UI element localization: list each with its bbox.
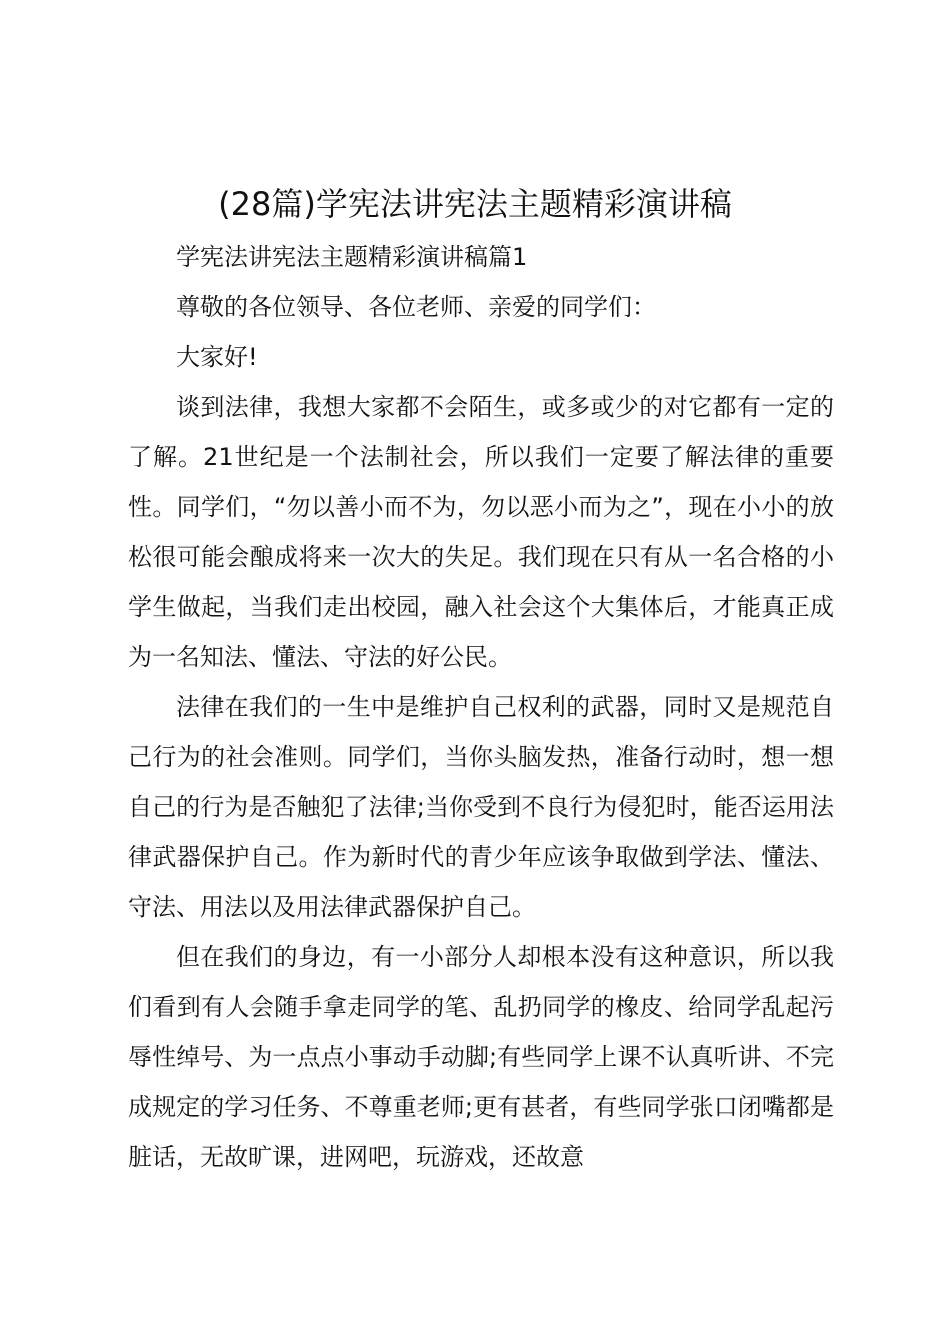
section-heading: 学宪法讲宪法主题精彩演讲稿篇1 bbox=[176, 243, 528, 271]
body-paragraph: 但在我们的身边，有一小部分人却根本没有这种意识，所以我们看到有人会随手拿走同学的笔、乱扔同学的橡皮、给同学乱起污辱性绰号、为一点点小事动手动脚;有些同学上课不认真听讲、不完成规定的学习任务、不尊重老师;更有甚者，有些同学张口闭嘴都是脏话，无故旷课，进网吧，玩游戏，还故意 bbox=[128, 943, 834, 1171]
document-title: (28篇)学宪法讲宪法主题精彩演讲稿 bbox=[218, 185, 732, 223]
greeting-paragraph: 大家好! bbox=[176, 343, 258, 371]
document-body bbox=[128, 232, 834, 1182]
body-paragraph: 谈到法律，我想大家都不会陌生，或多或少的对它都有一定的了解。21世纪是一个法制社会，所以我们一定要了解法律的重要性。同学们，“勿以善小而不为，勿以恶小而为之”，现在小小的放松很可能会酿成将来一次大的失足。我们现在只有从一名合格的小学生做起，当我们走出校园，融入社会这个大集体后，才能真正成为一名知法、懂法、守法的好公民。 bbox=[128, 393, 834, 671]
body-paragraph: 法律在我们的一生中是维护自己权利的武器，同时又是规范自己行为的社会准则。同学们，当你头脑发热，准备行动时，想一想自己的行为是否触犯了法律;当你受到不良行为侵犯时，能否运用法律武器保护自己。作为新时代的青少年应该争取做到学法、懂法、守法、用法以及用法律武器保护自己。 bbox=[128, 693, 834, 921]
salutation-paragraph: 尊敬的各位领导、各位老师、亲爱的同学们： bbox=[176, 293, 656, 321]
